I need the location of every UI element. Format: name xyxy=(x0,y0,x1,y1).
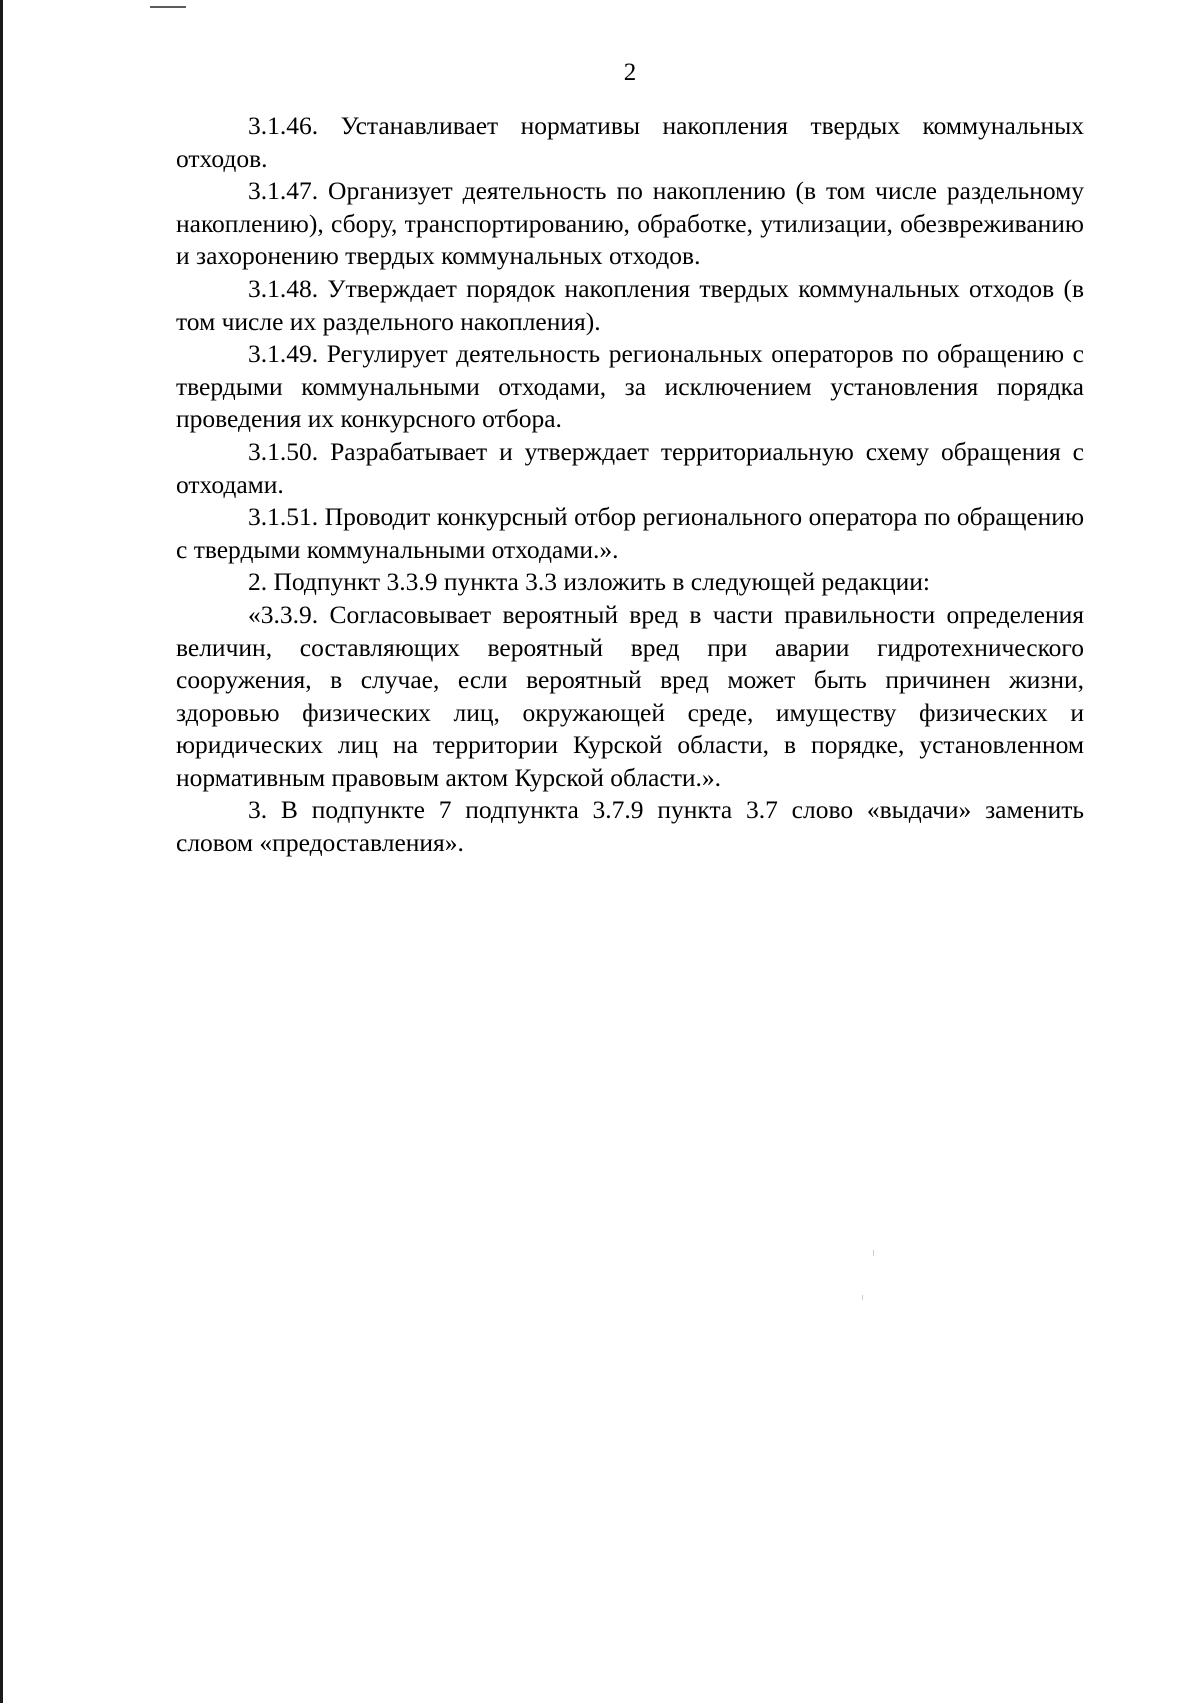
page-number: 2 xyxy=(623,59,637,86)
scan-speck xyxy=(873,1250,874,1256)
scan-mark xyxy=(150,6,186,8)
paragraph-3-1-51: 3.1.51. Проводит конкурсный отбор регионального оператора по обращению с твердыми коммунальными отходами.». xyxy=(176,502,1084,564)
scan-speck xyxy=(862,1295,863,1300)
document-body xyxy=(176,110,1084,860)
paragraph-item-3: 3. В подпункте 7 подпункта 3.7.9 пункта 3.7 слово «выдачи» заменить словом «предоставления». xyxy=(176,795,1084,858)
paragraph-3-1-49: 3.1.49. Регулирует деятельность региональных операторов по обращению с твердыми коммунальными отходами, за исключением установления порядка проведения их конкурсного отбора. xyxy=(176,339,1084,434)
paragraph-3-3-9: «3.3.9. Согласовывает вероятный вред в части правильности определения величин, составляющих вероятный вред при аварии гидротехнического сооружения, в случае, если вероятный вред может быть причинен жизни, здоровью физических лиц, окружающей среде, имуществу физических и юридических лиц на территории Курской области, в порядке, установленном нормативным правовым актом Курской области.». xyxy=(176,599,1084,792)
paragraph-3-1-48: 3.1.48. Утверждает порядок накопления твердых коммунальных отходов (в том числе их раздельного накопления). xyxy=(176,273,1084,336)
paragraph-3-1-46: 3.1.46. Устанавливает нормативы накопления твердых коммунальных отходов. xyxy=(176,111,1084,173)
paragraph-item-2: 2. Подпункт 3.3.9 пункта 3.3 изложить в следующей редакции: xyxy=(248,567,930,597)
scan-left-edge xyxy=(0,0,3,1703)
paragraph-3-1-50: 3.1.50. Разрабатывает и утверждает территориальную схему обращения с отходами. xyxy=(176,436,1084,499)
paragraph-3-1-47: 3.1.47. Организует деятельность по накоплению (в том числе раздельному накоплению), сбору, транспортированию, обработке, утилизации, обезвреживанию и захоронению твердых коммунальных отходов. xyxy=(176,176,1084,271)
